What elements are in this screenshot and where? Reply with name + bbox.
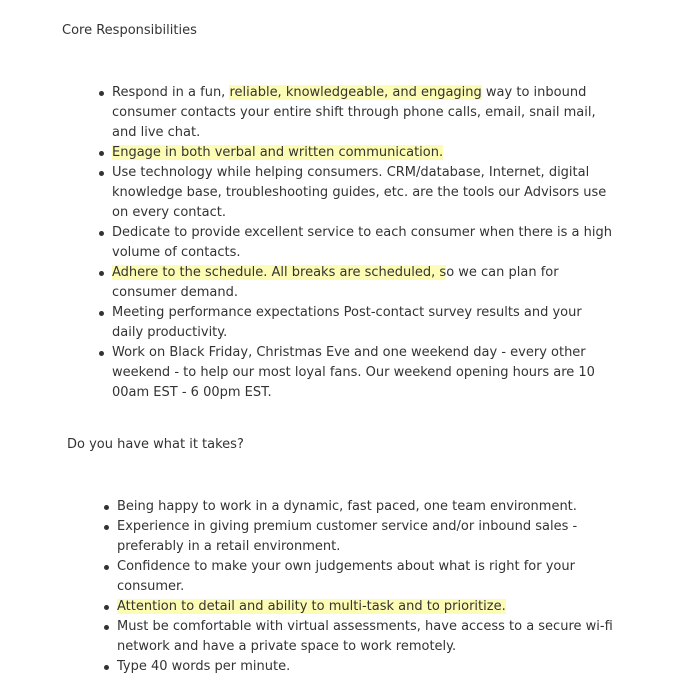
- list-item: [112, 263, 612, 303]
- list-item: [112, 343, 612, 403]
- list-item: [117, 517, 627, 557]
- list-item: [117, 497, 627, 517]
- list-item: [112, 223, 612, 263]
- highlighted-text: Adhere to the schedule. All breaks are scheduled, s: [112, 265, 447, 280]
- item-text: way to inbound consumer contacts your entire shift through phone calls, email, snail mail, and live chat.: [112, 85, 596, 140]
- item-text: Confidence to make your own judgements about what is right for your consumer.: [117, 559, 575, 594]
- list-item: [112, 163, 612, 223]
- highlighted-text: Attention to detail and ability to multi-task and to prioritize.: [117, 599, 506, 614]
- list-item: [117, 657, 627, 677]
- item-text: Must be comfortable with virtual assessments, have access to a secure wi-fi network and have a private space to work remotely.: [117, 619, 613, 654]
- item-text: Type 40 words per minute.: [117, 659, 291, 674]
- qualifications-list: [117, 497, 627, 677]
- list-item: [117, 597, 627, 617]
- core-responsibilities-list: [112, 83, 612, 403]
- highlighted-text: Engage in both verbal and written communication.: [112, 145, 444, 160]
- qualifications-heading: Do you have what it takes?: [67, 437, 244, 452]
- list-item: [112, 83, 612, 143]
- highlighted-text: reliable, knowledgeable, and engaging: [229, 85, 482, 100]
- item-text: Being happy to work in a dynamic, fast paced, one team environment.: [117, 499, 577, 514]
- item-text: Respond in a fun,: [112, 85, 230, 100]
- item-text: o we can plan for consumer demand.: [112, 265, 559, 300]
- item-text: Meeting performance expectations Post-contact survey results and your daily productivity.: [112, 305, 582, 340]
- item-text: Use technology while helping consumers. CRM/database, Internet, digital knowledge base, troubleshooting guides, etc. are the tools our Advisors use on every contact.: [112, 165, 607, 220]
- list-item: [112, 303, 612, 343]
- core-responsibilities-heading: Core Responsibilities: [62, 23, 197, 38]
- list-item: [112, 143, 612, 163]
- item-text: Dedicate to provide excellent service to each consumer when there is a high volume of contacts.: [112, 225, 612, 260]
- item-text: Experience in giving premium customer service and/or inbound sales - preferably in a retail environment.: [117, 519, 578, 554]
- list-item: [117, 557, 627, 597]
- item-text: Work on Black Friday, Christmas Eve and one weekend day - every other weekend - to help our most loyal fans. Our weekend opening hours are 10 00am EST - 6 00pm EST.: [112, 345, 595, 400]
- list-item: [117, 617, 627, 657]
